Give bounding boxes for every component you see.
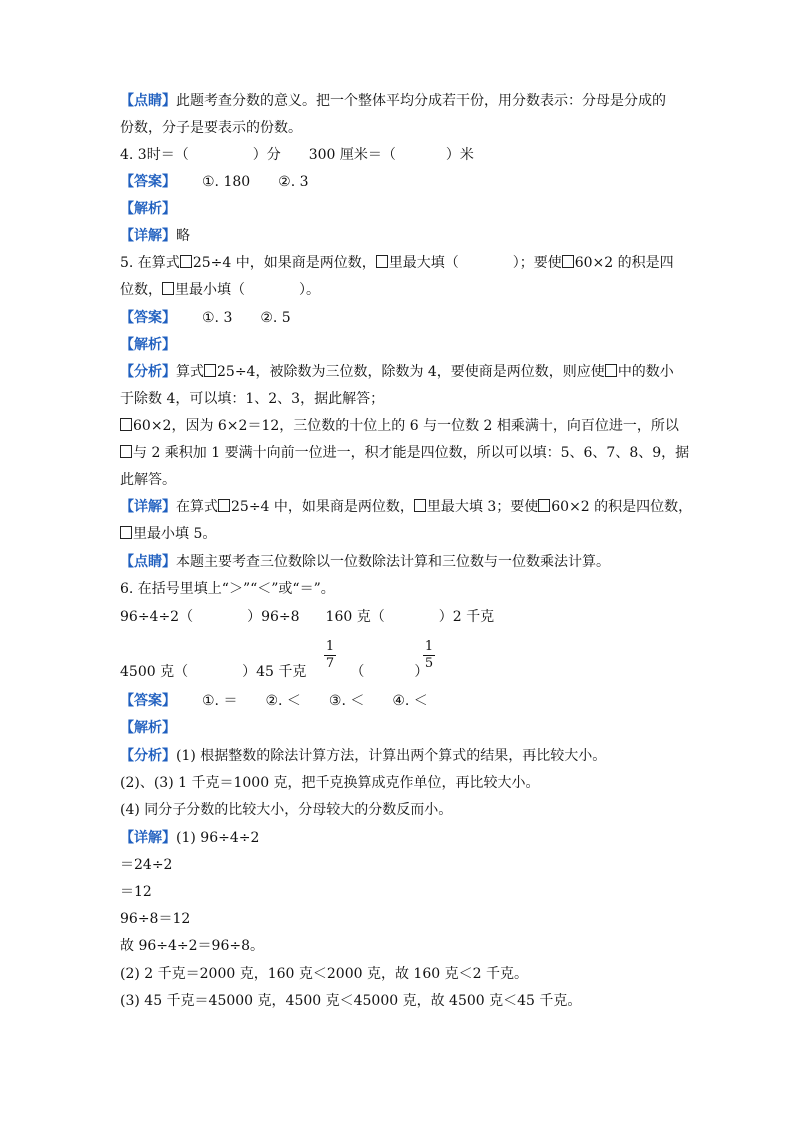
- xiangjie-4: 【详解】略: [120, 228, 190, 244]
- fenxi-5-line-2: 于除数 4，可以填：1、2、3，据此解答；: [120, 391, 385, 407]
- xiangjie-tag: 【详解】: [120, 228, 176, 244]
- blank-box: [605, 364, 617, 377]
- analysis-4: [120, 200, 176, 218]
- fraction-one-fifth: 1 5: [424, 639, 434, 671]
- dianjing-line-1: 【点睛】此题考查分数的意义。把一个整体平均分成若干份，用分数表示：分母是分成的: [120, 93, 666, 109]
- xiangjie-6-line-6: (2) 2 千克＝2000 克，160 克＜2000 克，故 160 克＜2 千克。: [120, 966, 528, 982]
- answer-tag: 【答案】: [120, 693, 176, 709]
- xiangjie-6-line-1: 【详解】(1) 96÷4÷2: [120, 830, 260, 846]
- fenxi-6-line-3: (4) 同分子分数的比较大小，分母较大的分数反而小。: [120, 802, 453, 818]
- fenxi-5-line-3: 60×2，因为 6×2＝12，三位数的十位上的 6 与一位数 2 相乘满十，向百位进一，所以: [120, 417, 679, 435]
- answer-tag: 【答案】: [120, 310, 176, 326]
- analysis-tag: 【解析】: [120, 201, 176, 217]
- blank-box: [120, 445, 132, 458]
- answer-6: 【答案】 ①. ＝ ②. ＜ ③. ＜ ④. ＜: [120, 693, 428, 709]
- analysis-tag: 【解析】: [120, 337, 176, 353]
- fenxi-tag: 【分析】: [120, 748, 176, 764]
- fraction-one-seventh: 1 7: [325, 639, 335, 671]
- blank-box: [120, 418, 132, 431]
- question-5-line-1: 5. 在算式 25÷4 中，如果商是两位数， 里最大填（ ）；要使 60×2 的积是四: [120, 255, 674, 271]
- analysis-tag: 【解析】: [120, 720, 176, 736]
- fenxi-6-line-1: 【分析】(1) 根据整数的除法计算方法，计算出两个算式的结果，再比较大小。: [120, 748, 607, 764]
- question-6-row-1: 96÷4÷2（ ）96÷8 160 克（ ）2 千克: [120, 609, 495, 625]
- xiangjie-6-line-5: 故 96÷4÷2＝96÷8。: [120, 938, 264, 954]
- fenxi-5-line-4: 与 2 乘积加 1 要满十向前一位进一，积才能是四位数，所以可以填：5、6、7、8、9，据: [120, 444, 689, 462]
- fenxi-6-line-2: (2)、(3) 1 千克＝1000 克，把千克换算成克作单位，再比较大小。: [120, 775, 540, 791]
- question-5-line-2: 位数， 里最小填（ ）。: [120, 282, 320, 298]
- answer-4: 【答案】 ①. 180 ②. 3: [120, 174, 309, 190]
- xiangjie-tag: 【详解】: [120, 830, 176, 846]
- answer-5: 【答案】 ①. 3 ②. 5: [120, 310, 291, 326]
- xiangjie-5-line-1: 【详解】在算式 25÷4 中，如果商是两位数， 里最大填 3；要使 60×2 的积是四位数，: [120, 499, 693, 515]
- dianjing-tag: 【点睛】: [120, 93, 176, 109]
- question-6-row-2: 4500 克（ ）45 千克 （ ）: [120, 664, 429, 680]
- fenxi-5-line-5: 此解答。: [120, 472, 176, 488]
- fenxi-tag: 【分析】: [120, 364, 176, 380]
- blank-box: [538, 499, 550, 512]
- xiangjie-6-line-7: (3) 45 千克＝45000 克，4500 克＜45000 克，故 4500 克＜45 千克。: [120, 993, 582, 1009]
- answer-tag: 【答案】: [120, 174, 176, 190]
- dianjing-5: 【点睛】本题主要考查三位数除以一位数除法计算和三位数与一位数乘法计算。: [120, 554, 610, 570]
- xiangjie-6-line-4: 96÷8＝12: [120, 911, 191, 927]
- xiangjie-tag: 【详解】: [120, 499, 176, 515]
- question-4: 4. 3时＝（ ）分 300 厘米＝（ ）米: [120, 147, 474, 163]
- blank-box: [376, 255, 388, 268]
- dianjing-line-2: 份数，分子是要表示的份数。: [120, 120, 302, 136]
- blank-box: [120, 526, 132, 539]
- fenxi-5-line-1: 【分析】算式 25÷4，被除数为三位数，除数为 4，要使商是两位数，则应使 中的数小: [120, 364, 674, 380]
- dianjing-tag: 【点睛】: [120, 554, 176, 570]
- blank-box: [562, 255, 574, 268]
- blank-box: [180, 255, 192, 268]
- blank-box: [162, 282, 174, 295]
- blank-box: [218, 499, 230, 512]
- xiangjie-6-line-3: ＝12: [120, 884, 152, 900]
- question-6: 6. 在括号里填上“＞”“＜”或“＝”。: [120, 581, 335, 597]
- xiangjie-5-line-2: 里最小填 5。: [120, 525, 216, 543]
- blank-box: [414, 499, 426, 512]
- xiangjie-6-line-2: ＝24÷2: [120, 857, 173, 873]
- analysis-6: [120, 719, 176, 737]
- analysis-5: [120, 336, 176, 354]
- blank-box: [204, 364, 216, 377]
